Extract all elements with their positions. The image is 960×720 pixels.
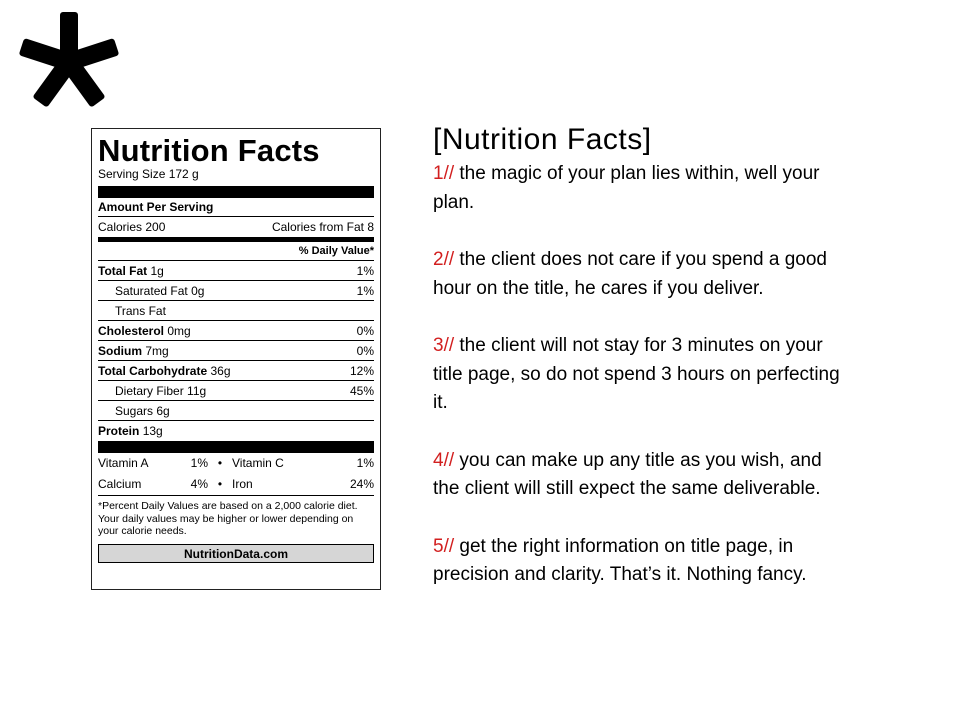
nutrient-daily-value: 12%: [349, 363, 374, 378]
nutrient-daily-value: 1%: [356, 283, 374, 298]
tip-number: 1//: [433, 163, 455, 184]
nutrient-label: [115, 281, 204, 301]
footnote: *Percent Daily Values are based on a 2,000 calorie diet. Your daily values may be higher or lower depending on your calorie needs.: [98, 500, 358, 537]
nutrient-row: [98, 421, 374, 441]
tip-number: 3//: [433, 335, 455, 356]
nutrient-row: [98, 301, 374, 321]
nutrient-name: Protein: [98, 424, 140, 438]
tip-text: the client does not care if you spend a good hour on the title, he cares if you deliver.: [433, 249, 827, 299]
nutrient-row: [98, 361, 374, 381]
calories-from-fat: Calories from Fat 8: [271, 220, 374, 234]
nutrient-amount: 36g: [210, 363, 231, 378]
nutrient-list: [98, 261, 374, 441]
source-badge: NutritionData.com: [98, 544, 374, 563]
tip-text: the client will not stay for 3 minutes on your title page, so do not spend 3 hours on perfecting it.: [433, 335, 840, 413]
vitamin-name: Calcium: [98, 477, 142, 491]
tip-text: you can make up any title as you wish, and the client will still expect the same deliverable.: [433, 449, 822, 499]
vitamin-daily-value: 24%: [349, 477, 374, 491]
nutrient-amount: 0g: [191, 283, 205, 298]
nutrient-amount: 13g: [142, 424, 163, 438]
nutrient-amount: 6g: [156, 403, 170, 418]
nutrient-label: [98, 261, 164, 281]
notes-column: [433, 120, 853, 619]
vitamin-row: [98, 453, 374, 474]
thick-divider: [98, 186, 374, 198]
calories: Calories 200: [98, 220, 166, 234]
nutrient-row: [98, 281, 374, 301]
nutrition-facts-label: [91, 128, 381, 590]
daily-value-header: % Daily Value*: [98, 242, 374, 261]
calories-row: [98, 217, 374, 237]
tip-item: [433, 447, 853, 504]
nutrient-label: [98, 421, 163, 441]
nutrient-daily-value: 0%: [356, 343, 374, 358]
nutrient-name: Saturated Fat: [115, 283, 188, 298]
nutrient-label: [115, 381, 206, 401]
vitamin-name: Vitamin C: [232, 456, 284, 470]
thin-divider: [98, 495, 374, 496]
vitamin-name: Vitamin A: [98, 456, 149, 470]
nutrient-daily-value: 0%: [356, 323, 374, 338]
nutrient-amount: 0mg: [167, 323, 191, 338]
nutrient-name: Sodium: [98, 343, 142, 358]
nutrient-name: Total Fat: [98, 263, 148, 278]
tip-item: [433, 533, 853, 590]
nutrient-name: Total Carbohydrate: [98, 363, 208, 378]
vitamin-daily-value: 1%: [190, 456, 208, 470]
asterisk-icon: [14, 4, 124, 124]
nutrient-row: [98, 381, 374, 401]
nutrient-amount: 1g: [150, 263, 164, 278]
nutrient-label: [98, 361, 231, 381]
nutrient-name: Trans Fat: [115, 303, 166, 318]
nutrient-row: [98, 401, 374, 421]
nutrient-name: Sugars: [115, 403, 154, 418]
tip-item: [433, 246, 853, 303]
serving-size: Serving Size 172 g: [98, 167, 199, 181]
amount-per-serving-row: [98, 198, 374, 217]
nutrient-name: Cholesterol: [98, 323, 165, 338]
nutrient-daily-value: 45%: [349, 383, 374, 398]
tip-text: the magic of your plan lies within, well your plan.: [433, 163, 820, 213]
nutrient-amount: 11g: [187, 383, 207, 398]
nutrient-label: [98, 341, 169, 361]
nutrient-row: [98, 341, 374, 361]
tip-number: 5//: [433, 535, 455, 557]
vitamin-name: Iron: [232, 477, 253, 491]
tip-list: [433, 160, 853, 590]
tip-number: 2//: [433, 249, 455, 270]
vitamin-list: [98, 453, 374, 495]
nutrient-label: [98, 321, 191, 341]
bullet-separator: •: [217, 477, 223, 491]
nutrient-amount: 7mg: [145, 343, 169, 358]
notes-title: [Nutrition Facts]: [433, 123, 652, 156]
tip-item: [433, 332, 853, 418]
tip-item: [433, 160, 853, 217]
amount-per-serving: Amount Per Serving: [98, 199, 214, 214]
nutrient-name: Dietary Fiber: [115, 383, 184, 398]
nutrient-label: [115, 401, 170, 421]
thick-divider: [98, 441, 374, 453]
nutrient-row: [98, 261, 374, 281]
bullet-separator: •: [217, 456, 223, 470]
vitamin-daily-value: 4%: [190, 477, 208, 491]
tip-text: get the right information on title page, in precision and clarity. That’s it. Nothing fancy.: [433, 535, 807, 585]
vitamin-daily-value: 1%: [356, 456, 374, 470]
vitamin-row: [98, 474, 374, 495]
label-title: Nutrition Facts: [98, 133, 320, 168]
nutrient-row: [98, 321, 374, 341]
nutrient-daily-value: 1%: [356, 263, 374, 278]
tip-number: 4//: [433, 449, 455, 471]
nutrient-label: [115, 301, 166, 321]
